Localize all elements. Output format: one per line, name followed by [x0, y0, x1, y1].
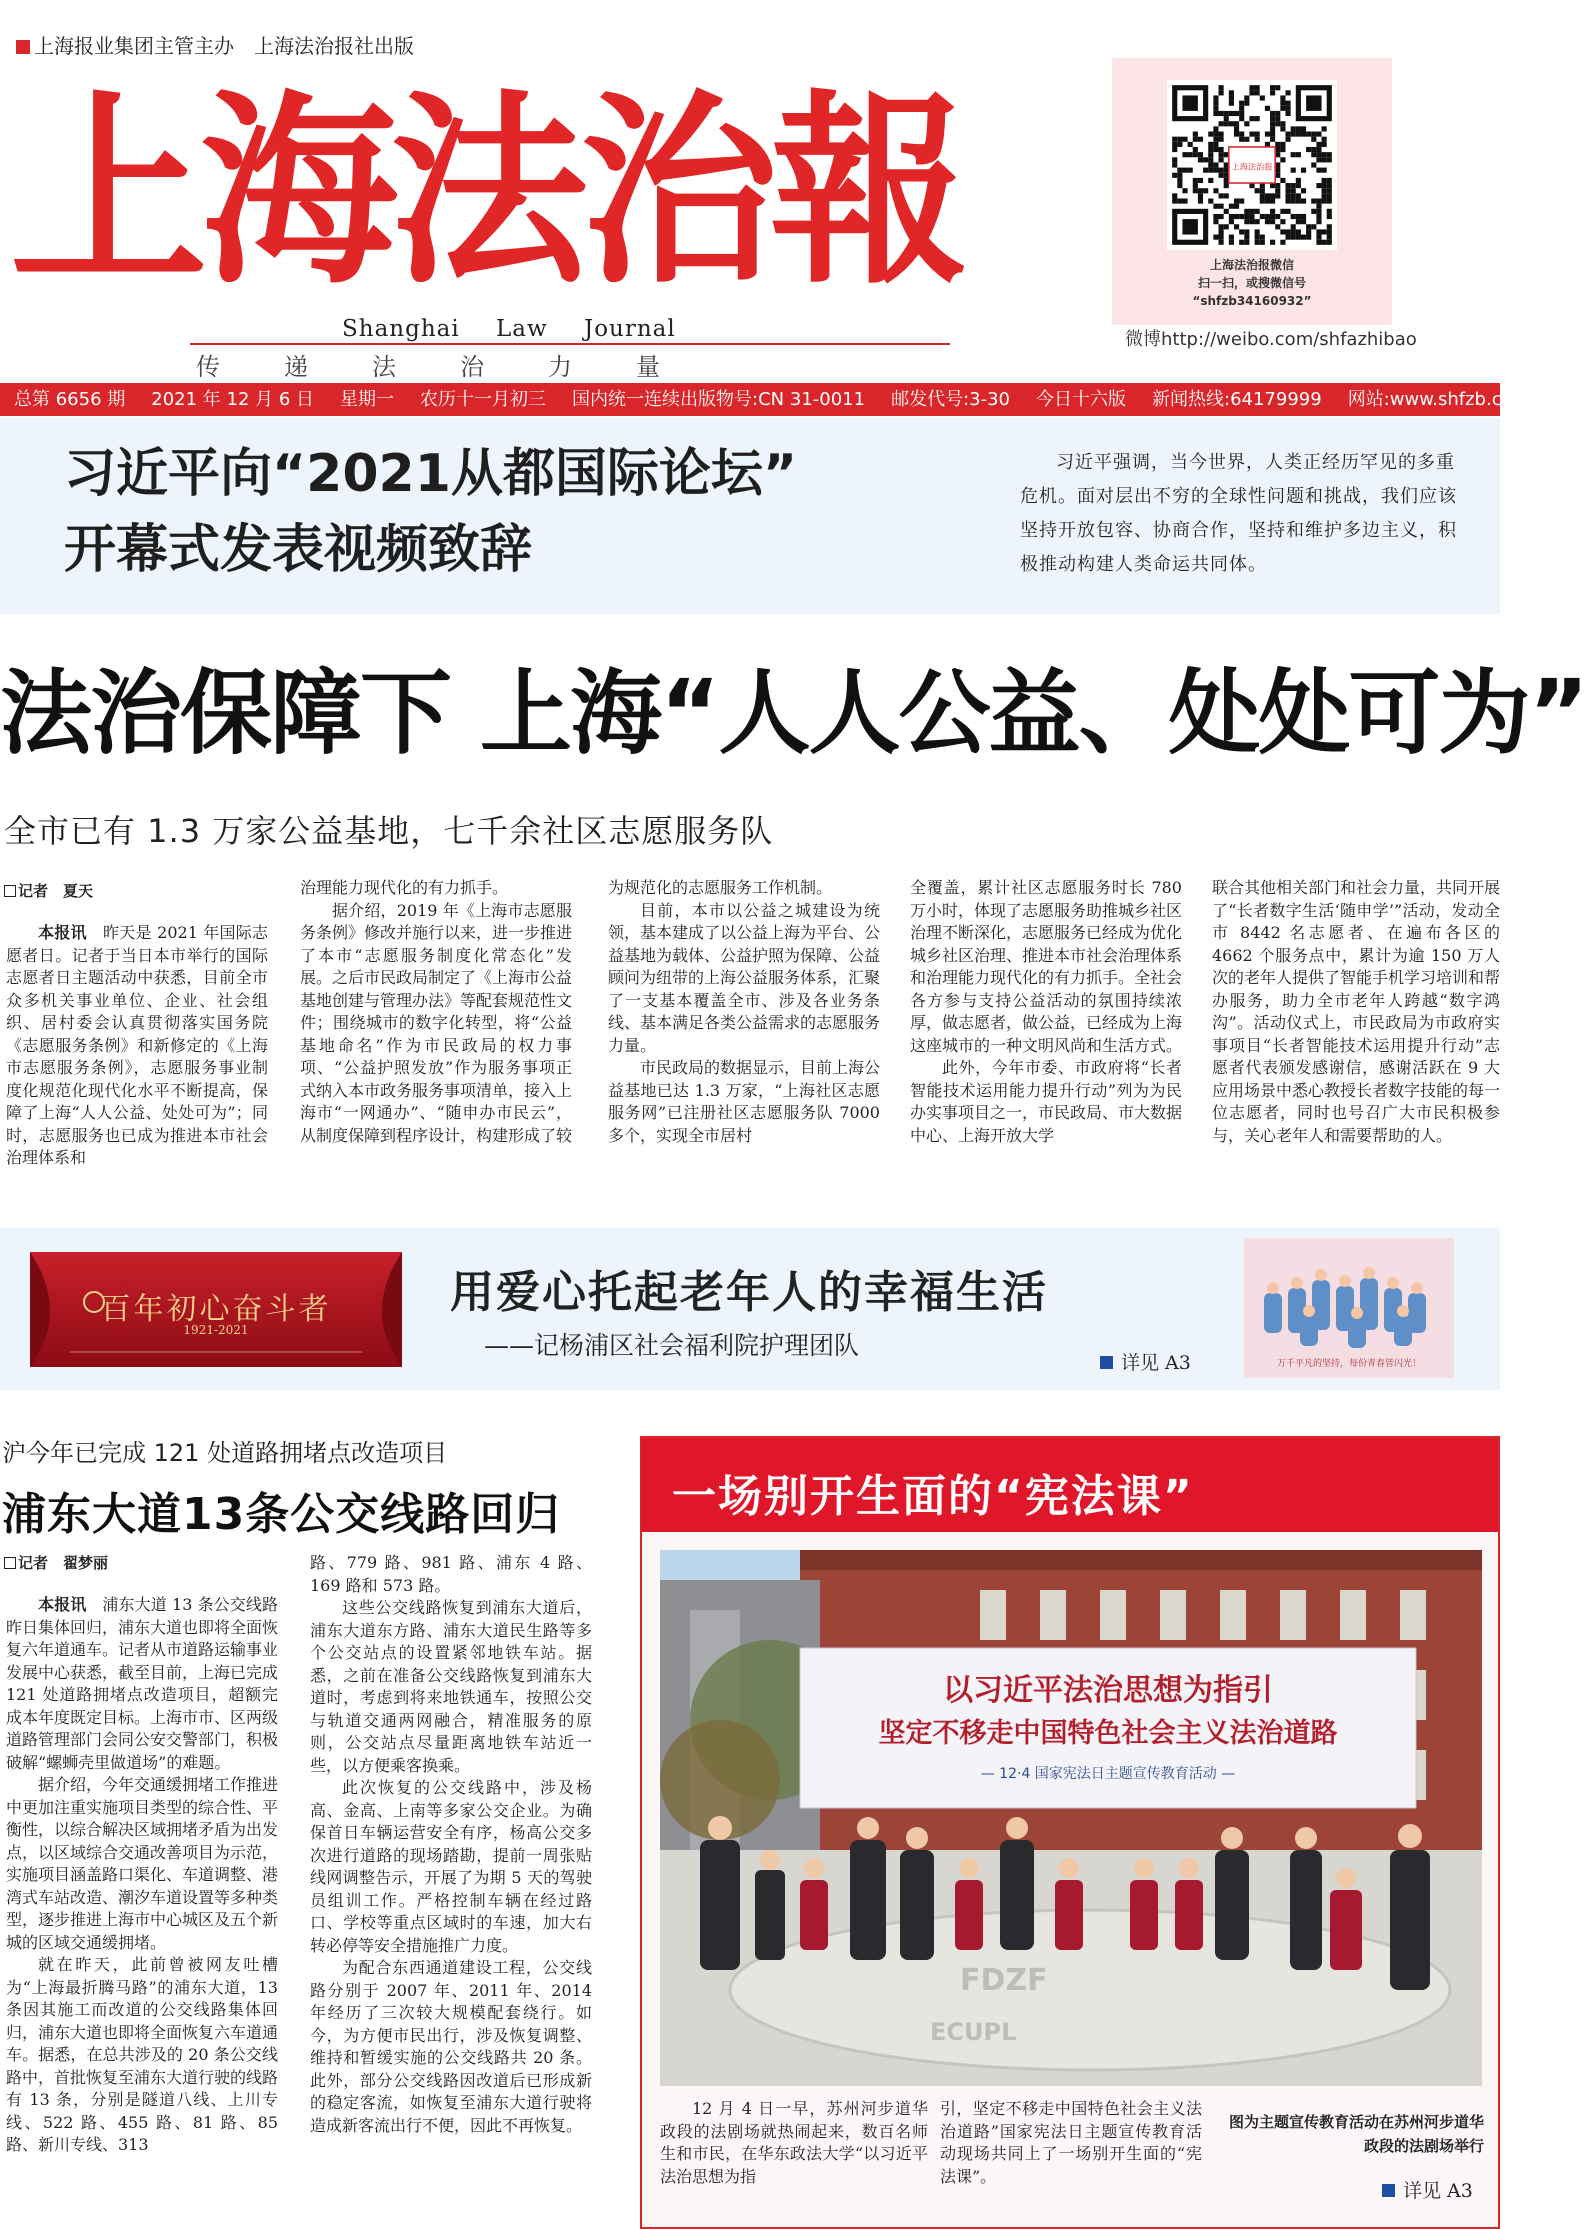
- article-column-4: 全覆盖，累计社区志愿服务时长 780 万小时，体现了志愿服务助推城乡社区治理不断深化，志愿服务已经成为优化城乡社区治理、推进本市社会治理体系和治理能力现代化的有力抓手。全社会各方参与支持公益活动的氛围持续浓厚，做志愿者，做公益，已经成为上海这座城市的一种文明风尚和生活方式。 此外，今年市委、市政府将“长者智能技术运用能力提升行动”列为为民办实事项目之一，市民政局、市大数据中心、上海开放大学: [910, 878, 1183, 1145]
- article-column-2: 治理能力现代化的有力抓手。 据介绍，2019 年《上海市志愿服务条例》修改并施行以来，进一步推进了本市“志愿服务制度化常态化”发展。之后市民政局制定了《上海市公益基地创建与管理办法》等配套规范性文件；围绕城市的数字化转型，将“公益基地命名”作为市民政局的权力事项、“公益护照发放”作为服务事项正式纳入本市政务服务事项清单，接入上海市“一网通办”、“随申办市民云”，从制度保障到程序设计，构建形成了较: [300, 878, 573, 1145]
- qr-center-label: 上海法治报: [1231, 161, 1273, 172]
- slogan: 传递法治力量: [196, 353, 724, 381]
- article-column-3: 为规范化的志愿服务工作机制。 目前，本市以公益之城建设为统领，基本建成了以公益上海为平台、公益基地为载体、公益护照为保障、公益顾问为纽带的上海公益服务体系，汇聚了一支基本覆盖全市、涉及各业务条线、基本满足各类公益需求的志愿服务力量。 市民政局的数据显示，目前上海公益基地已达 1.3 万家，“上海社区志愿服务网”已注册社区志愿服务队 7000 多个，实现全市居村: [608, 878, 881, 1145]
- weekday: 星期一: [340, 389, 395, 410]
- issue-number: 总第 6656 期: [14, 389, 126, 410]
- constitution-class-photo[interactable]: [660, 1550, 1482, 2086]
- banner-line-1: 以习近平法治思想为指引: [943, 1673, 1273, 1708]
- qr-code-icon[interactable]: [1167, 80, 1337, 250]
- promo-banner-years: 1921-2021: [183, 1323, 249, 1337]
- article-kicker: 沪今年已完成 121 处道路拥堵点改造项目: [2, 1439, 448, 1467]
- newspaper-logo: [10, 58, 965, 318]
- feature-column-2: 引，坚定不移走中国特色社会主义法治道路”国家宪法日主题宣传教育活动现场共同上了一场别开生面的“宪法课”。: [940, 2099, 1202, 2186]
- red-square-icon: [16, 40, 30, 54]
- stage-logo-text: FDZF: [960, 1963, 1048, 1998]
- weibo-link[interactable]: 微博http://weibo.com/shfazhibao: [1125, 329, 1417, 350]
- promo-subtitle: ——记杨浦区社会福利院护理团队: [484, 1331, 860, 1360]
- page-count: 今日十六版: [1036, 389, 1126, 410]
- banner-line-3: — 12·4 国家宪法日主题宣传教育活动 —: [980, 1766, 1236, 1782]
- logo-divider: [190, 343, 950, 345]
- website[interactable]: 网站:www.shfzb.com.cn: [1347, 389, 1558, 410]
- postal-code: 邮发代号:3-30: [891, 389, 1010, 410]
- main-subheadline: 全市已有 1.3 万家公益基地，七千余社区志愿服务队: [4, 812, 774, 850]
- main-headline[interactable]: 法治保障下 上海“人人公益、处处可为”: [0, 660, 1587, 767]
- lead-label: 本报讯: [38, 1595, 87, 1614]
- issue-date: 2021 年 12 月 6 日: [151, 389, 315, 410]
- article-column-5: 联合其他相关部门和社会力量，共同开展了“长者数字生活‘随申学’”活动，发动全市 8442 名志愿者、在遍布各区的 4662 个服务点中，累计为逾 150 万人次的老年人提供了智能手机学习培训和帮办服务，助力全市老年人跨越“数字鸿沟”。活动仪式上，市民政局为市政府实事项目“长者智能技术运用提升行动”志愿者代表颁发感谢信，感谢活跃在 9 大应用场景中悉心教授长者数字技能的每一位志愿者，同时也号召广大市民积极参与，关心老年人和需要帮助的人。: [1212, 878, 1501, 1145]
- qr-line-2: 扫一扫，或搜微信号: [1197, 276, 1306, 290]
- byline-box-icon: [4, 885, 16, 897]
- qr-line-3: “shfzb34160932”: [1192, 294, 1312, 308]
- news-hotline: 新闻热线:64179999: [1152, 389, 1322, 410]
- article-column-1: 本报讯 浦东大道 13 条公交线路昨日集体回归，浦东大道也即将全面恢复六年道通车。记者从市道路运输事业发展中心获悉，截至目前，上海已完成 121 处道路拥堵点改造项目，超额完成本年度既定目标。上海市市、区两级道路管理部门会同公安交警部门，积极破解“螺蛳壳里做道场”的难题。 据介绍，今年交通缓拥堵工作推进中更加注重实施项目类型的综合性、平衡性，以综合解决区域拥堵矛盾为出发点，以区域综合交通改善项目为示范，实施项目涵盖路口渠化、车道调整、港湾式车站改造、潮汐车道设置等多种类型，逐步推进上海市中心城区及五个新城的区域交通缓拥堵。 就在昨天，此前曾被网友吐槽为“上海最折腾马路”的浦东大道，13 条因其施工而改道的公交线路集体回归，浦东大道也即将全面恢复六车道通车。据悉，在总共涉及的 20 条公交线路中，首批恢复至浦东大道行驶的线路有 13 条，分别是隧道八线、上川专线、522 路、455 路、81 路、85 路、新川专线、313: [6, 1595, 279, 2154]
- headline-line-2: 开幕式发表视频致辞: [64, 520, 533, 580]
- promo-photo-caption: 万千平凡的坚持，每份青春皆闪光！: [1276, 1359, 1422, 1369]
- feature-column-1: 12 月 4 日一早，苏州河步道华政段的法剧场就热闹起来，数百名师生和市民，在华东政法大学“以习近平法治思想为指: [660, 2099, 928, 2186]
- qr-line-1: 上海法治报微信: [1209, 258, 1294, 272]
- byline: 记者 翟梦丽: [4, 1552, 108, 1573]
- square-bullet-icon: [1100, 1356, 1113, 1369]
- feature-title[interactable]: 一场别开生面的“宪法课”: [672, 1471, 1194, 1522]
- article-headline[interactable]: 浦东大道13条公交线路回归: [2, 1489, 561, 1540]
- lead-label: 本报讯: [38, 923, 87, 942]
- byline-box-icon: [4, 1557, 16, 1569]
- stage-logo-text-2: ECUPL: [930, 2018, 1017, 2046]
- serial-number: 国内统一连续出版物号:CN 31-0011: [572, 389, 866, 410]
- photo-illustration: [660, 1550, 1482, 2086]
- promo-banner-title: 百年初心奋斗者: [100, 1292, 332, 1327]
- banner-line-2: 坚定不移走中国特色社会主义法治道路: [878, 1718, 1338, 1749]
- article-column-1: 本报讯 昨天是 2021 年国际志愿者日。记者于当日本市举行的国际志愿者日主题活动中获悉，目前全市众多机关事业单位、企业、社会组织、居村委会认真贯彻落实国务院《志愿服务条例》和新修定的《上海市志愿服务条例》，志愿服务事业制度化规范化现代化水平不断提高，保障了上海“人人公益、处处可为”；同时，志愿服务也已成为推进本市社会治理体系和: [6, 923, 268, 1167]
- square-bullet-icon: [1382, 2184, 1395, 2197]
- promo-title[interactable]: 用爱心托起老年人的幸福生活: [450, 1267, 1048, 1318]
- top-story-summary: 习近平强调，当今世界，人类正经历罕见的多重危机。面对层出不穷的全球性问题和挑战，我们应该坚持开放包容、协商合作，坚持和维护多边主义，积极推动构建人类命运共同体。: [1020, 452, 1457, 575]
- logo-english-name: Shanghai Law Journal: [342, 316, 676, 342]
- issue-info-bar: [0, 383, 1558, 416]
- nurses-group-photo[interactable]: [1244, 1238, 1454, 1378]
- promo-see-also-link[interactable]: 详见 A3: [1100, 1348, 1191, 1375]
- nurses-photo-illustration: [1244, 1238, 1454, 1378]
- logo-text: 上海法治報: [10, 72, 965, 312]
- article-column-2: 路、779 路、981 路、浦东 4 路、169 路和 573 路。 这些公交线路恢复到浦东大道后，浦东大道东方路、浦东大道民生路等多个公交站点的设置紧邻地铁车站。据悉，之前在准备公交线路恢复到浦东大道时，考虑到将来地铁通车，按照公交与轨道交通两网融合，精准服务的原则，公交站点尽量距离地铁车站近一些，以方便乘客换乘。 此次恢复的公交线路中，涉及杨高、金高、上南等多家公交企业。为确保首日车辆运营安全有序，杨高公交多次进行道路的现场踏勘，提前一周张贴线网调整告示，开展了为期 5 天的驾驶员组训工作。严格控制车辆在经过路口、学校等重点区域时的车速，加大右转必停等安全措施推广力度。 为配合东西通道建设工程，公交线路分别于 2007 年、2011 年、2014 年经历了三次较大规模配套绕行。如今，为方便市民出行，涉及恢复调整、维持和暂缓实施的公交线路共 20 条。此外，部分公交线路因改道后已形成新的稳定客流，如恢复至浦东大道行驶将造成新客流出行不便，因此不再恢复。: [310, 1553, 592, 2135]
- feature-see-also-link[interactable]: 详见 A3: [1382, 2176, 1473, 2203]
- publisher-line: 上海报业集团主管主办 上海法治报社出版: [16, 30, 414, 59]
- qr-instructions: [1112, 256, 1392, 310]
- headline-line-1: 习近平向“2021从都国际论坛”: [64, 444, 798, 504]
- photo-caption: 图为主题宣传教育活动在苏州河步道华政段的法剧场举行: [1228, 2113, 1484, 2155]
- lunar-date: 农历十一月初三: [420, 389, 547, 410]
- byline: 记者 夏天: [4, 880, 93, 901]
- top-story-headline[interactable]: [64, 436, 797, 588]
